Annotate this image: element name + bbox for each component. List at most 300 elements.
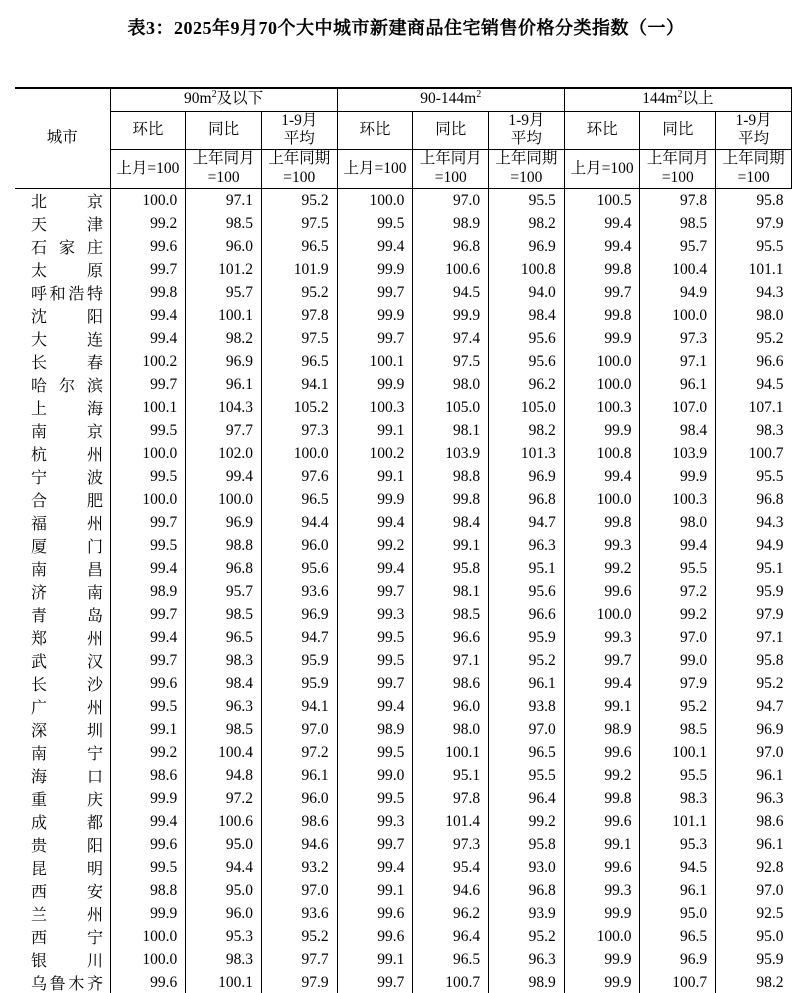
city-cell — [15, 925, 110, 948]
value-cell: 100.4 — [640, 258, 716, 281]
measure-header-line: 环比 — [132, 120, 164, 138]
value-cell: 99.5 — [337, 649, 413, 672]
value-cell: 105.0 — [489, 396, 565, 419]
value-cell: 99.9 — [337, 488, 413, 511]
value-cell: 93.8 — [489, 695, 565, 718]
value-cell: 101.1 — [748, 260, 784, 278]
value-cell: 96.8 — [489, 879, 565, 902]
value-cell: 96.9 — [489, 465, 565, 488]
value-cell: 99.4 — [337, 235, 413, 258]
value-cell: 99.5 — [337, 212, 413, 235]
value-cell: 99.7 — [110, 649, 186, 672]
city-cell — [15, 626, 110, 649]
measure-header-line: 平均 — [510, 130, 542, 148]
value-cell: 99.7 — [564, 281, 640, 304]
value-cell: 99.7 — [337, 580, 413, 603]
value-cell: 94.1 — [261, 373, 337, 396]
table-row — [15, 695, 792, 718]
page-title: 表3：2025年9月70个大中城市新建商品住宅销售价格分类指数（一） — [127, 18, 685, 38]
value-cell: 95.7 — [640, 235, 716, 258]
city-name: 长春 — [31, 355, 103, 373]
value-cell: 99.7 — [110, 258, 186, 281]
value-cell: 95.3 — [640, 833, 716, 856]
value-cell: 98.6 — [756, 812, 784, 830]
value-cell: 98.3 — [756, 421, 784, 439]
value-cell: 98.9 — [110, 580, 186, 603]
table-row — [15, 741, 792, 764]
table-row — [15, 810, 792, 833]
value-cell: 94.5 — [640, 856, 716, 879]
city-name: 重庆 — [31, 792, 103, 810]
group-header-text: 90-144m — [420, 90, 477, 108]
value-cell: 95.9 — [261, 672, 337, 695]
base-period-line: =100 — [737, 169, 770, 187]
city-cell — [15, 948, 110, 971]
value-cell: 99.2 — [489, 810, 565, 833]
city-cell — [15, 603, 110, 626]
value-cell: 95.9 — [489, 626, 565, 649]
value-cell: 99.9 — [337, 304, 413, 327]
value-cell: 97.2 — [261, 741, 337, 764]
value-cell: 99.4 — [337, 695, 413, 718]
value-cell: 97.7 — [261, 948, 337, 971]
measure-header-line: 1-9月 — [508, 111, 545, 129]
value-cell: 95.5 — [489, 764, 565, 787]
value-cell: 99.5 — [337, 741, 413, 764]
value-cell: 101.2 — [186, 258, 262, 281]
city-cell — [15, 304, 110, 327]
value-cell: 94.1 — [261, 695, 337, 718]
value-cell: 96.0 — [186, 235, 262, 258]
value-cell: 99.8 — [564, 787, 640, 810]
value-cell: 99.4 — [110, 557, 186, 580]
table-row — [15, 419, 792, 442]
table-row — [15, 212, 792, 235]
value-cell: 97.0 — [261, 879, 337, 902]
value-cell: 99.2 — [337, 534, 413, 557]
value-cell: 97.0 — [261, 718, 337, 741]
base-period-header — [640, 150, 716, 189]
value-cell: 98.9 — [337, 718, 413, 741]
measure-header — [186, 111, 262, 150]
city-name: 合肥 — [31, 493, 103, 511]
value-cell: 97.6 — [261, 465, 337, 488]
value-cell: 99.6 — [337, 902, 413, 925]
city-name: 宁波 — [31, 470, 103, 488]
value-cell: 95.2 — [756, 329, 784, 347]
value-cell: 92.8 — [756, 858, 784, 876]
value-cell: 99.9 — [413, 304, 489, 327]
value-cell: 100.0 — [337, 189, 413, 213]
value-cell: 97.3 — [413, 833, 489, 856]
city-name: 广州 — [31, 700, 103, 718]
value-cell: 96.8 — [186, 557, 262, 580]
city-cell — [15, 902, 110, 925]
price-index-table — [15, 87, 792, 993]
value-cell: 99.6 — [564, 580, 640, 603]
city-cell — [15, 442, 110, 465]
city-name: 石家庄 — [31, 240, 103, 258]
city-cell — [15, 787, 110, 810]
city-name: 北京 — [31, 194, 103, 212]
value-cell: 98.3 — [186, 948, 262, 971]
city-cell — [15, 557, 110, 580]
value-cell: 99.1 — [337, 879, 413, 902]
base-period-line: 上年同期 — [495, 150, 558, 168]
value-cell: 95.2 — [261, 189, 337, 213]
value-cell: 96.6 — [756, 352, 784, 370]
city-cell — [15, 879, 110, 902]
value-cell: 99.7 — [337, 281, 413, 304]
city-name: 呼和浩特 — [31, 286, 103, 304]
value-cell: 99.7 — [337, 672, 413, 695]
city-cell — [15, 718, 110, 741]
value-cell: 95.9 — [261, 649, 337, 672]
value-cell: 99.5 — [110, 419, 186, 442]
value-cell: 97.5 — [413, 350, 489, 373]
city-cell — [15, 856, 110, 879]
value-cell: 96.5 — [261, 350, 337, 373]
value-cell: 99.1 — [564, 833, 640, 856]
city-cell — [15, 396, 110, 419]
base-period-line: =100 — [661, 169, 694, 187]
value-cell: 94.7 — [489, 511, 565, 534]
city-cell — [15, 327, 110, 350]
city-cell — [15, 465, 110, 488]
value-cell: 99.9 — [564, 327, 640, 350]
base-period-line: 上年同期 — [722, 150, 785, 168]
city-name: 西宁 — [31, 930, 103, 948]
value-cell: 97.0 — [413, 189, 489, 213]
value-cell: 100.0 — [110, 948, 186, 971]
city-cell — [15, 672, 110, 695]
value-cell: 104.3 — [186, 396, 262, 419]
table-row — [15, 511, 792, 534]
value-cell: 100.0 — [564, 350, 640, 373]
value-cell: 94.3 — [756, 283, 784, 301]
value-cell: 98.4 — [186, 672, 262, 695]
value-cell: 99.6 — [110, 971, 186, 993]
table-row — [15, 373, 792, 396]
value-cell: 100.7 — [640, 971, 716, 993]
value-cell: 96.5 — [640, 925, 716, 948]
table-row — [15, 396, 792, 419]
value-cell: 99.3 — [564, 626, 640, 649]
city-cell — [15, 189, 110, 213]
value-cell: 96.1 — [261, 764, 337, 787]
value-cell: 97.1 — [186, 189, 262, 213]
value-cell: 95.1 — [756, 559, 784, 577]
value-cell: 99.8 — [413, 488, 489, 511]
value-cell: 99.7 — [337, 833, 413, 856]
value-cell: 97.9 — [261, 971, 337, 993]
measure-header-line: 1-9月 — [281, 111, 318, 129]
value-cell: 99.9 — [337, 258, 413, 281]
value-cell: 98.2 — [186, 327, 262, 350]
table-body — [15, 189, 792, 993]
value-cell: 95.5 — [640, 557, 716, 580]
value-cell: 99.4 — [337, 856, 413, 879]
value-cell: 99.6 — [564, 741, 640, 764]
value-cell: 99.5 — [110, 534, 186, 557]
value-cell: 94.9 — [640, 281, 716, 304]
value-cell: 99.5 — [110, 695, 186, 718]
value-cell: 97.0 — [640, 626, 716, 649]
value-cell: 100.7 — [413, 971, 489, 993]
value-cell: 99.3 — [564, 534, 640, 557]
city-cell — [15, 511, 110, 534]
value-cell: 99.5 — [110, 856, 186, 879]
city-cell — [15, 488, 110, 511]
table-row — [15, 879, 792, 902]
measure-header — [489, 111, 565, 150]
value-cell: 100.0 — [564, 488, 640, 511]
value-cell: 96.1 — [756, 766, 784, 784]
value-cell: 100.0 — [110, 442, 186, 465]
value-cell: 99.9 — [564, 948, 640, 971]
value-cell: 97.2 — [640, 580, 716, 603]
table-row — [15, 649, 792, 672]
value-cell: 96.1 — [489, 672, 565, 695]
value-cell: 97.8 — [640, 189, 716, 213]
value-cell: 99.2 — [110, 212, 186, 235]
value-cell: 96.8 — [489, 488, 565, 511]
value-cell: 100.2 — [337, 442, 413, 465]
value-cell: 98.3 — [186, 649, 262, 672]
table-row — [15, 258, 792, 281]
base-period-line: 上年同期 — [268, 150, 331, 168]
value-cell: 102.0 — [186, 442, 262, 465]
value-cell: 95.5 — [489, 189, 565, 213]
value-cell: 97.5 — [261, 327, 337, 350]
value-cell: 92.5 — [756, 904, 784, 922]
table-row — [15, 557, 792, 580]
value-cell: 101.4 — [413, 810, 489, 833]
value-cell: 100.0 — [564, 925, 640, 948]
value-cell: 95.8 — [756, 651, 784, 669]
value-cell: 96.6 — [489, 603, 565, 626]
value-cell: 100.8 — [489, 258, 565, 281]
value-cell: 94.7 — [756, 697, 784, 715]
value-cell: 99.8 — [564, 511, 640, 534]
value-cell: 99.4 — [337, 511, 413, 534]
value-cell: 100.6 — [413, 258, 489, 281]
header-row-base — [15, 150, 792, 189]
table-row — [15, 833, 792, 856]
value-cell: 94.5 — [413, 281, 489, 304]
value-cell: 99.2 — [110, 741, 186, 764]
value-cell: 99.7 — [110, 373, 186, 396]
measure-header-line: 同比 — [435, 120, 467, 138]
value-cell: 99.9 — [110, 787, 186, 810]
base-period-header — [261, 150, 337, 189]
value-cell: 96.8 — [413, 235, 489, 258]
table-row — [15, 603, 792, 626]
city-cell — [15, 695, 110, 718]
value-cell: 105.2 — [261, 396, 337, 419]
value-cell: 95.1 — [489, 557, 565, 580]
value-cell: 100.3 — [640, 488, 716, 511]
value-cell: 97.8 — [261, 304, 337, 327]
value-cell: 96.5 — [186, 626, 262, 649]
value-cell: 98.5 — [413, 603, 489, 626]
value-cell: 99.9 — [337, 373, 413, 396]
value-cell: 97.9 — [640, 672, 716, 695]
measure-header — [413, 111, 489, 150]
value-cell: 98.6 — [110, 764, 186, 787]
superscript-2: 2 — [476, 89, 482, 101]
value-cell: 97.1 — [640, 350, 716, 373]
value-cell: 95.9 — [756, 950, 784, 968]
value-cell: 96.2 — [413, 902, 489, 925]
value-cell: 94.6 — [261, 833, 337, 856]
base-period-header — [337, 150, 413, 189]
value-cell: 99.4 — [640, 534, 716, 557]
table-row — [15, 626, 792, 649]
table-row — [15, 672, 792, 695]
value-cell: 93.2 — [261, 856, 337, 879]
city-name: 大连 — [31, 332, 103, 350]
table-header — [15, 88, 792, 189]
value-cell: 99.5 — [110, 465, 186, 488]
city-cell — [15, 764, 110, 787]
city-cell — [15, 580, 110, 603]
value-cell: 98.2 — [756, 973, 784, 991]
value-cell: 96.1 — [186, 373, 262, 396]
value-cell: 100.8 — [564, 442, 640, 465]
value-cell: 99.1 — [337, 419, 413, 442]
city-name: 南宁 — [31, 746, 103, 764]
value-cell: 99.2 — [564, 557, 640, 580]
value-cell: 94.3 — [756, 513, 784, 531]
city-name: 济南 — [31, 585, 103, 603]
value-cell: 99.7 — [337, 971, 413, 993]
table-row — [15, 281, 792, 304]
city-name: 西安 — [31, 884, 103, 902]
value-cell: 96.5 — [261, 235, 337, 258]
base-period-line: =100 — [434, 169, 467, 187]
value-cell: 95.9 — [756, 582, 784, 600]
value-cell: 96.5 — [489, 741, 565, 764]
value-cell: 99.6 — [110, 235, 186, 258]
base-period-line: =100 — [510, 169, 543, 187]
city-cell — [15, 741, 110, 764]
table-row — [15, 350, 792, 373]
group-header-2 — [564, 88, 791, 111]
value-cell: 100.2 — [110, 350, 186, 373]
value-cell: 95.5 — [756, 467, 784, 485]
value-cell: 96.9 — [489, 235, 565, 258]
value-cell: 96.3 — [489, 534, 565, 557]
value-cell: 98.0 — [756, 306, 784, 324]
city-name: 兰州 — [31, 907, 103, 925]
value-cell: 96.0 — [186, 902, 262, 925]
value-cell: 99.8 — [564, 304, 640, 327]
value-cell: 98.9 — [413, 212, 489, 235]
measure-header — [110, 111, 186, 150]
value-cell: 95.2 — [489, 649, 565, 672]
value-cell: 94.8 — [186, 764, 262, 787]
value-cell: 100.1 — [640, 741, 716, 764]
city-cell — [15, 419, 110, 442]
value-cell: 98.5 — [186, 603, 262, 626]
city-name: 上海 — [31, 401, 103, 419]
value-cell: 95.6 — [489, 580, 565, 603]
base-period-line: 上月=100 — [570, 159, 634, 177]
value-cell: 94.0 — [489, 281, 565, 304]
value-cell: 95.7 — [186, 281, 262, 304]
value-cell: 96.4 — [489, 787, 565, 810]
value-cell: 99.1 — [413, 534, 489, 557]
value-cell: 97.9 — [756, 214, 784, 232]
value-cell: 95.8 — [413, 557, 489, 580]
value-cell: 96.2 — [489, 373, 565, 396]
table-row — [15, 948, 792, 971]
table-row — [15, 764, 792, 787]
value-cell: 99.1 — [337, 948, 413, 971]
city-name: 南昌 — [31, 562, 103, 580]
measure-header — [261, 111, 337, 150]
value-cell: 100.1 — [186, 971, 262, 993]
value-cell: 100.4 — [186, 741, 262, 764]
group-header-0 — [110, 88, 337, 111]
value-cell: 98.4 — [413, 511, 489, 534]
value-cell: 97.3 — [261, 419, 337, 442]
value-cell: 99.9 — [564, 902, 640, 925]
table-row — [15, 304, 792, 327]
value-cell: 99.6 — [110, 833, 186, 856]
value-cell: 96.1 — [756, 835, 784, 853]
measure-header-line: 同比 — [662, 120, 694, 138]
measure-header-line: 环比 — [359, 120, 391, 138]
value-cell: 95.4 — [413, 856, 489, 879]
base-period-header — [413, 150, 489, 189]
superscript-2: 2 — [677, 89, 683, 101]
value-cell: 95.0 — [186, 833, 262, 856]
table-row — [15, 488, 792, 511]
value-cell: 94.6 — [413, 879, 489, 902]
value-cell: 100.7 — [748, 444, 784, 462]
value-cell: 98.0 — [413, 718, 489, 741]
value-cell: 99.4 — [564, 235, 640, 258]
value-cell: 99.0 — [640, 649, 716, 672]
base-period-line: =100 — [207, 169, 240, 187]
superscript-2: 2 — [211, 89, 217, 101]
city-name: 长沙 — [31, 677, 103, 695]
value-cell: 99.3 — [564, 879, 640, 902]
value-cell: 98.6 — [413, 672, 489, 695]
value-cell: 99.4 — [564, 672, 640, 695]
base-period-header — [716, 150, 792, 189]
value-cell: 99.5 — [337, 626, 413, 649]
city-name: 银川 — [31, 953, 103, 971]
value-cell: 99.5 — [337, 787, 413, 810]
value-cell: 99.6 — [337, 925, 413, 948]
table-row — [15, 718, 792, 741]
value-cell: 93.9 — [489, 902, 565, 925]
value-cell: 100.5 — [564, 189, 640, 213]
measure-header-line: 同比 — [208, 120, 240, 138]
city-name: 海口 — [31, 769, 103, 787]
value-cell: 98.2 — [489, 419, 565, 442]
table-row — [15, 925, 792, 948]
city-name: 杭州 — [31, 447, 103, 465]
value-cell: 98.5 — [640, 212, 716, 235]
value-cell: 98.8 — [413, 465, 489, 488]
value-cell: 96.3 — [756, 789, 784, 807]
value-cell: 98.9 — [489, 971, 565, 993]
value-cell: 96.9 — [261, 603, 337, 626]
